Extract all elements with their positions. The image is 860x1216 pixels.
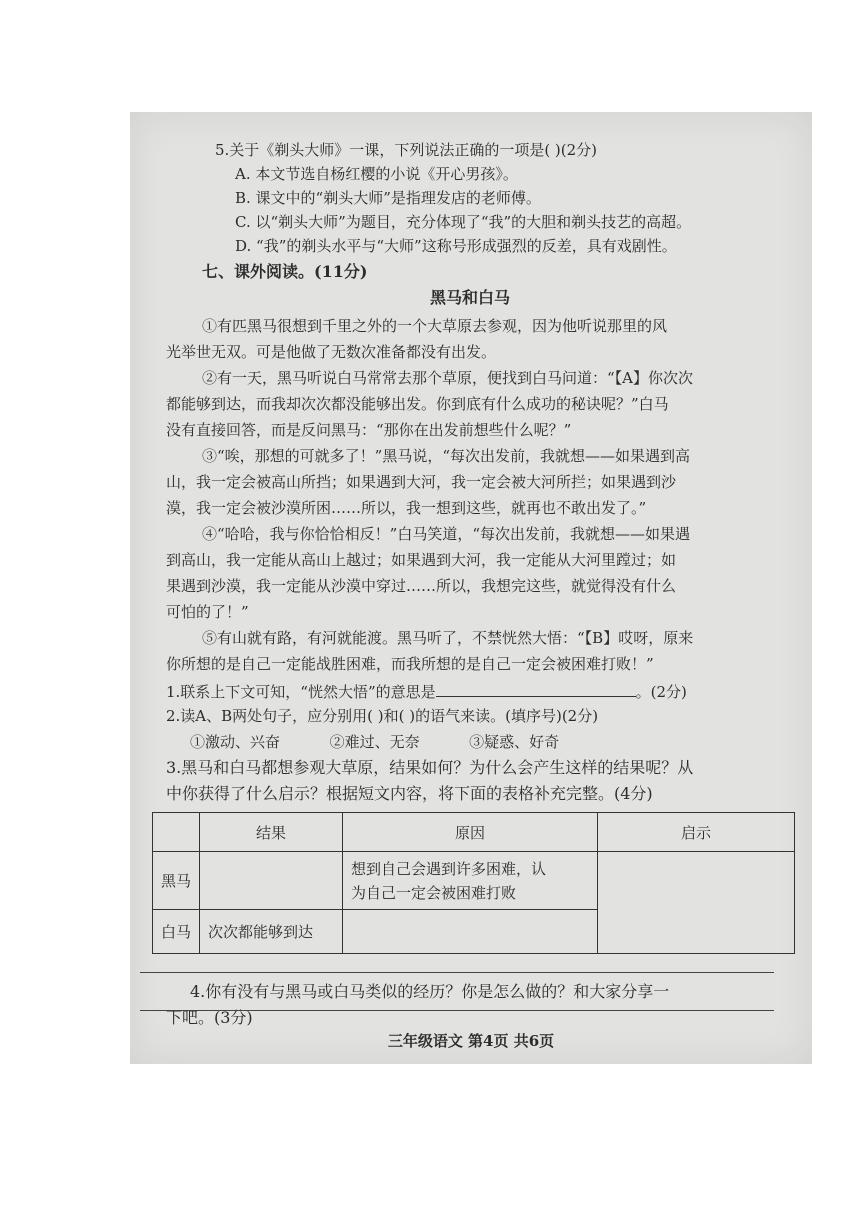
page-footer: 三年级语文 第4页 共6页 — [387, 1032, 555, 1050]
question-3-line1: 3.黑马和白马都想参观大草原，结果如何？为什么会产生这样的结果呢？从 — [166, 758, 694, 777]
q5-option-b: B. 课文中的“剃头大师”是指理发店的老师傅。 — [235, 189, 541, 207]
section-heading: 七、课外阅读。(11分) — [202, 262, 368, 281]
question-1 — [166, 680, 687, 702]
q5-option-d: D. “我”的剃头水平与“大师”这称号形成强烈的反差，具有戏剧性。 — [235, 237, 677, 255]
cell-white-result: 次次都能够到达 — [200, 910, 343, 954]
story-line: ⑤有山就有路，有河就能渡。黑马听了，不禁恍然大悟：“【B】哎呀，原来 — [202, 629, 694, 647]
question-1-prefix: 1.联系上下文可知，“恍然大悟”的意思是 — [166, 683, 436, 701]
question-3-line2: 中你获得了什么启示？根据短文内容，将下面的表格补充完整。(4分) — [166, 784, 653, 803]
black-reason-line: 想到自己会遇到许多困难，认 — [351, 859, 547, 878]
answer-line-1[interactable] — [140, 972, 774, 973]
question-4-line1: 4.你有没有与黑马或白马类似的经历？你是怎么做的？和大家分享一 — [190, 982, 670, 1001]
table-header-reason: 原因 — [343, 813, 598, 852]
answer-blank[interactable] — [436, 680, 636, 697]
q2-option-1: ①激动、兴奋 — [190, 733, 281, 751]
cell-white-reason[interactable] — [343, 910, 598, 954]
black-reason-line: 为自己一定会被困难打败 — [351, 883, 517, 902]
story-line: ①有匹黑马很想到千里之外的一个大草原去参观，因为他听说那里的风 — [202, 317, 668, 335]
q2-option-3: ③疑惑、好奇 — [469, 733, 560, 751]
exam-page — [130, 112, 812, 1064]
story-line: 都能够到达，而我却次次都没能够出发。你到底有什么成功的秘诀呢？”白马 — [166, 395, 669, 413]
story-line: 没有直接回答，而是反问黑马：“那你在出发前想些什么呢？” — [166, 421, 572, 439]
story-line: 漠，我一定会被沙漠所困……所以，我一想到这些，就再也不敢出发了。” — [166, 499, 647, 517]
cell-black-reason — [343, 852, 598, 910]
story-line: 光举世无双。可是他做了无数次准备都没有出发。 — [166, 343, 497, 361]
q5-option-c: C. 以“剃头大师”为题目，充分体现了“我”的大胆和剃头技艺的高超。 — [235, 213, 692, 231]
row-label-black-horse: 黑马 — [153, 852, 200, 910]
question-1-suffix: 。(2分) — [635, 683, 687, 701]
story-line: 山，我一定会被高山所挡；如果遇到大河，我一定会被大河所拦；如果遇到沙 — [166, 473, 677, 491]
story-line: ②有一天，黑马听说白马常常去那个草原，便找到白马问道：“【A】你次次 — [202, 369, 694, 387]
story-line: ③“唉，那想的可就多了！”黑马说，“每次出发前，我就想——如果遇到高 — [202, 447, 691, 465]
table-header-result: 结果 — [200, 813, 343, 852]
row-label-white-horse: 白马 — [153, 910, 200, 954]
question-2: 2.读A、B两处句子，应分别用( )和( )的语气来读。(填序号)(2分) — [166, 707, 599, 725]
story-line: 果遇到沙漠，我一定能从沙漠中穿过……所以，我想完这些，就觉得没有什么 — [166, 577, 677, 595]
story-line: 你所想的是自己一定能战胜困难，而我所想的是自己一定会被困难打败！” — [166, 655, 654, 673]
cell-insight[interactable] — [598, 852, 795, 954]
story-line: ④“哈哈，我与你恰恰相反！”白马笑道，“每次出发前，我就想——如果遇 — [202, 525, 691, 543]
story-title: 黑马和白马 — [430, 288, 511, 307]
table-corner — [153, 813, 200, 852]
question-4-line2: 下吧。(3分) — [166, 1008, 253, 1027]
table-header-insight: 启示 — [598, 813, 795, 852]
q2-options — [190, 732, 559, 752]
answer-line-2[interactable] — [140, 1010, 774, 1011]
cell-black-result[interactable] — [200, 852, 343, 910]
story-line: 可怕的了！” — [166, 603, 249, 621]
story-line: 到高山，我一定能从高山上越过；如果遇到大河，我一定能从大河里蹚过；如 — [166, 551, 677, 569]
q5-stem: 5.关于《剃头大师》一课，下列说法正确的一项是( )(2分) — [215, 141, 598, 159]
answer-table — [152, 812, 795, 954]
q5-option-a: A. 本文节选自杨红樱的小说《开心男孩》。 — [235, 165, 518, 183]
q2-option-2: ②难过、无奈 — [329, 733, 420, 751]
